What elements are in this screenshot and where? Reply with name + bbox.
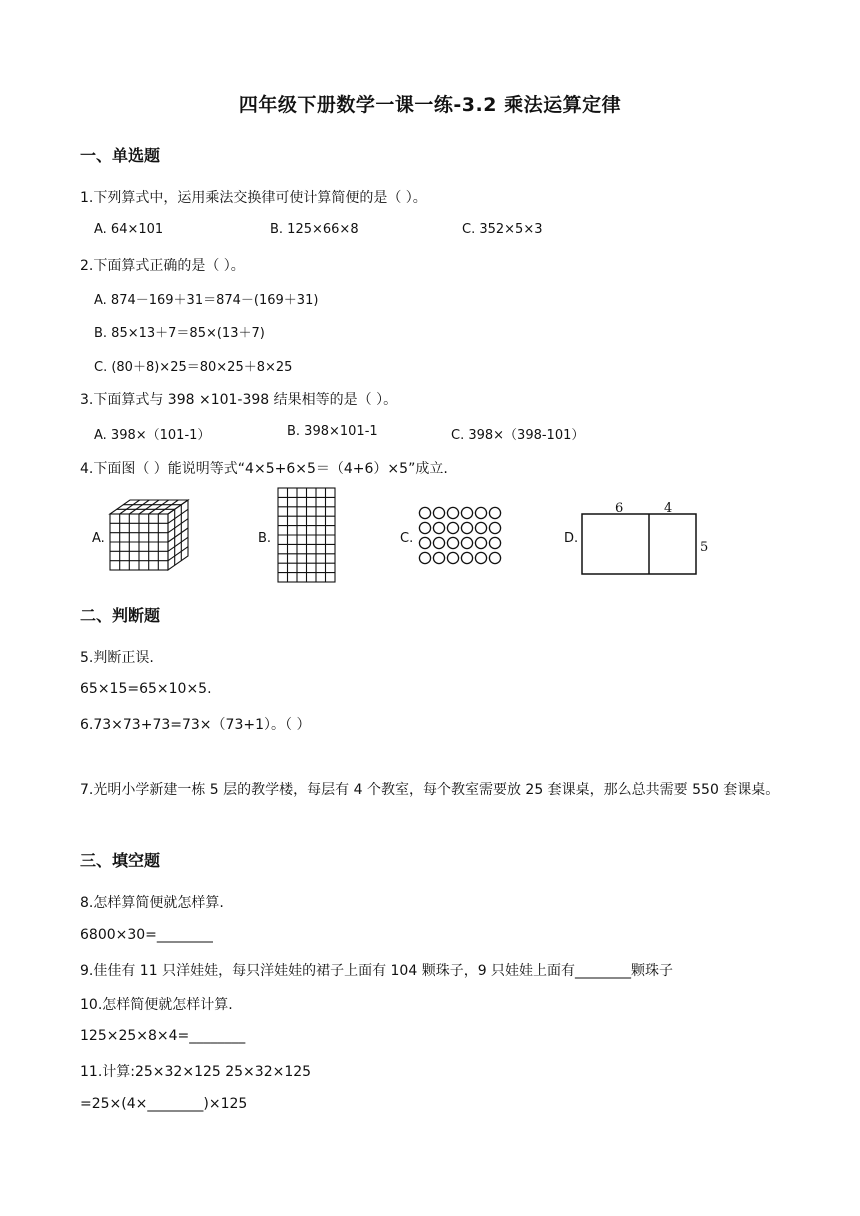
rect-label-6: 6	[615, 501, 624, 516]
question-4-option-b-label: B.	[258, 531, 272, 546]
cube-grid-figure	[108, 498, 194, 574]
section-heading-fill-in: 三、填空题	[80, 851, 161, 870]
question-5-stem: 5.判断正误.	[80, 650, 154, 666]
question-3-option-c: C. 398×（398-101）	[451, 428, 585, 443]
rect-label-4: 4	[664, 501, 673, 516]
question-10-stem: 10.怎样简便就怎样计算.	[80, 997, 233, 1013]
question-3-option-a: A. 398×（101-1）	[94, 428, 211, 443]
question-7-text: 7.光明小学新建一栋 5 层的教学楼，每层有 4 个教室，每个教室需要放 25 套课桌，那么总共需要 550 套课桌。	[80, 782, 780, 798]
page-title: 四年级下册数学一课一练-3.2 乘法运算定律	[238, 94, 622, 116]
section-heading-single-choice: 一、单选题	[80, 146, 161, 165]
question-3-option-b: B. 398×101-1	[287, 424, 378, 439]
rect-label-5: 5	[700, 540, 709, 555]
question-3-stem: 3.下面算式与 398 ×101-398 结果相等的是（ ）。	[80, 392, 398, 408]
question-8-expression: 6800×30=________	[80, 927, 213, 943]
question-8-stem: 8.怎样算简便就怎样算.	[80, 895, 224, 911]
question-2-option-c: C. (80＋8)×25＝80×25＋8×25	[94, 360, 293, 375]
question-11-stem: 11.计算:25×32×125 25×32×125	[80, 1064, 312, 1080]
question-1-stem: 1.下列算式中，运用乘法交换律可使计算简便的是（ ）。	[80, 190, 427, 206]
question-4-stem: 4.下面图（ ）能说明等式“4×5+6×5＝（4+6）×5”成立.	[80, 461, 448, 477]
divided-rectangle-figure	[578, 496, 718, 580]
question-5-expression: 65×15=65×10×5.	[80, 681, 212, 697]
question-2-stem: 2.下面算式正确的是（ ）。	[80, 258, 245, 274]
question-4-option-a-label: A.	[92, 531, 105, 546]
question-1-option-a: A. 64×101	[94, 222, 164, 237]
circle-array-figure	[416, 504, 506, 570]
question-2-option-a: A. 874－169＋31＝874－(169＋31)	[94, 293, 319, 308]
section-heading-true-false: 二、判断题	[80, 606, 161, 625]
question-6-text: 6.73×73+73=73×（73+1）。（ ）	[80, 717, 311, 733]
question-10-expression: 125×25×8×4=________	[80, 1028, 246, 1044]
question-9-text: 9.佳佳有 11 只洋娃娃，每只洋娃娃的裙子上面有 104 颗珠子，9 只娃娃上面有________颗珠子	[80, 963, 674, 979]
question-2-option-b: B. 85×13＋7＝85×(13＋7)	[94, 326, 265, 341]
square-grid-figure	[276, 486, 338, 584]
question-4-option-c-label: C.	[400, 531, 414, 546]
question-11-expression: =25×(4×________)×125	[80, 1096, 248, 1112]
question-1-option-c: C. 352×5×3	[462, 222, 543, 237]
question-1-option-b: B. 125×66×8	[270, 222, 359, 237]
question-4-option-d-label: D.	[564, 531, 579, 546]
